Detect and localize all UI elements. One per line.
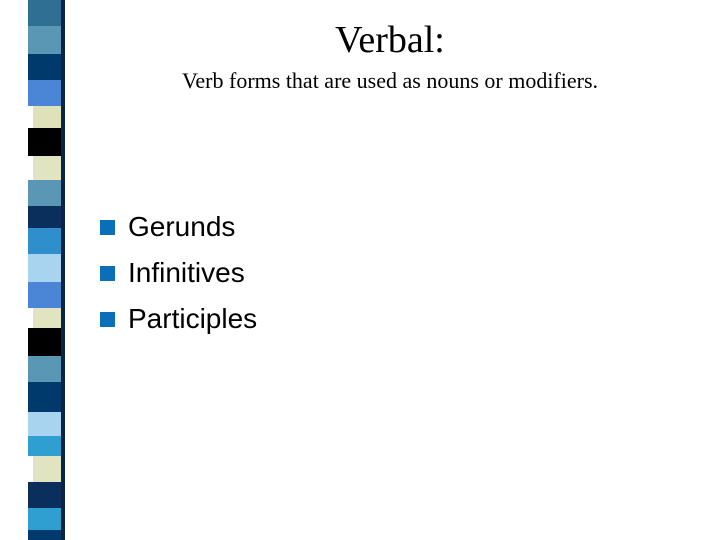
stripe-segment (28, 206, 65, 228)
slide-title: Verbal: (335, 19, 445, 61)
stripe-segment (28, 128, 65, 156)
stripe-segment (28, 80, 65, 106)
stripe-segment (28, 26, 65, 54)
stripe-segment (28, 356, 65, 382)
square-bullet-icon (100, 312, 115, 327)
stripe-segment (28, 412, 65, 436)
slide-subtitle: Verb forms that are used as nouns or modifiers. (181, 68, 599, 93)
bullet-label: Gerunds (128, 211, 236, 242)
stripe-segment (28, 436, 65, 456)
stripe-segment (33, 308, 61, 328)
stripe-segment (28, 180, 65, 206)
bullet-label: Infinitives (128, 257, 245, 288)
stripe-segment (28, 482, 65, 508)
stripe-segment (28, 382, 65, 412)
stripe-segment (28, 282, 65, 308)
square-bullet-icon (100, 220, 115, 235)
square-bullet-icon (100, 266, 115, 281)
stripe-segment (28, 254, 65, 282)
stripe-segment (33, 106, 61, 128)
bullet-item-infinitives (100, 250, 257, 296)
stripe-segment (28, 328, 65, 356)
bullet-label: Participles (128, 303, 258, 334)
stripe-segment (33, 156, 61, 180)
stripe-edge (61, 0, 65, 540)
stripe-segment (33, 456, 61, 482)
stripe-segment (28, 54, 65, 80)
bullet-item-gerunds (100, 204, 257, 250)
stripe-segment (28, 228, 65, 254)
stripe-segment (28, 0, 65, 26)
bullet-list (100, 204, 257, 342)
stripe-segment (28, 530, 65, 540)
stripe-segment (28, 508, 65, 530)
bullet-item-participles (100, 296, 257, 342)
decorative-stripe-bar (28, 0, 65, 540)
